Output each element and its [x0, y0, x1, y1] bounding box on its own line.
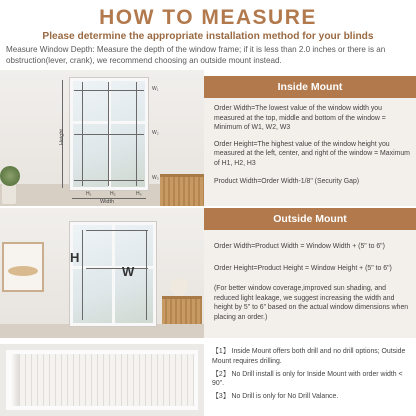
inside-mount-panel — [204, 76, 416, 206]
inside-mount-image — [0, 70, 204, 206]
inside-width-text: Order Width=The lowest value of the window width you measured at the top, middle and bottom of the window = Minimum of W1, W2, W3 — [214, 105, 386, 132]
h-label: H — [70, 250, 80, 265]
outside-mount-panel — [204, 208, 416, 338]
note-1: 【1】 Inside Mount offers both drill and no drill options; Outside Mount requires drilling. — [212, 348, 406, 365]
outside-note-text: (For better window coverage,improved sun shading, and reduced light leakage, we suggest increasing the width and height by 5" to 6" based on the actual window dimensions when placing an order.) — [214, 285, 409, 321]
outside-mount-heading: Outside Mount — [204, 208, 416, 230]
w2-label: W₂ — [152, 130, 159, 136]
h2-label: H₂ — [110, 191, 116, 197]
page-subtitle: Please determine the appropriate installation method for your blinds — [42, 31, 374, 42]
notes-panel — [206, 347, 414, 402]
h1-label: H₁ — [86, 191, 92, 197]
w1-label: W₁ — [152, 86, 159, 92]
inside-height-text: Order Height=The highest value of the window height you measured at the left, center, and right of the window = Maximum of H1, H2, H3 — [214, 140, 410, 167]
inside-mount-heading: Inside Mount — [204, 76, 416, 98]
note-2: 【2】 No Drill install is only for Inside Mount with order width < 90". — [212, 370, 403, 388]
outside-height-text: Order Height=Product Height = Window Height + (5" to 6") — [214, 264, 392, 272]
w3-label: W₃ — [152, 175, 159, 181]
outside-width-text: Order Width=Product Width = Window Width + (5" to 6") — [214, 243, 385, 250]
w-label: W — [122, 264, 135, 279]
outside-mount-image — [0, 208, 204, 338]
page-title: HOW TO MEASURE — [99, 6, 317, 29]
note-3: 【3】 No Drill is only for No Drill Valance. — [212, 393, 339, 401]
width-label: Width — [100, 199, 115, 205]
blind-image — [0, 344, 204, 416]
intro-text: Measure Window Depth: Measure the depth of the window frame; if it is less than 2.0 inches or there is an obstruction(lever, crank), we recommend choosing an outside mount instead. — [6, 45, 386, 65]
h3-label: H₃ — [136, 191, 142, 197]
height-label: Height — [58, 129, 65, 145]
inside-product-text: Product Width=Order Width-1/8" (Security Gap) — [214, 177, 360, 185]
